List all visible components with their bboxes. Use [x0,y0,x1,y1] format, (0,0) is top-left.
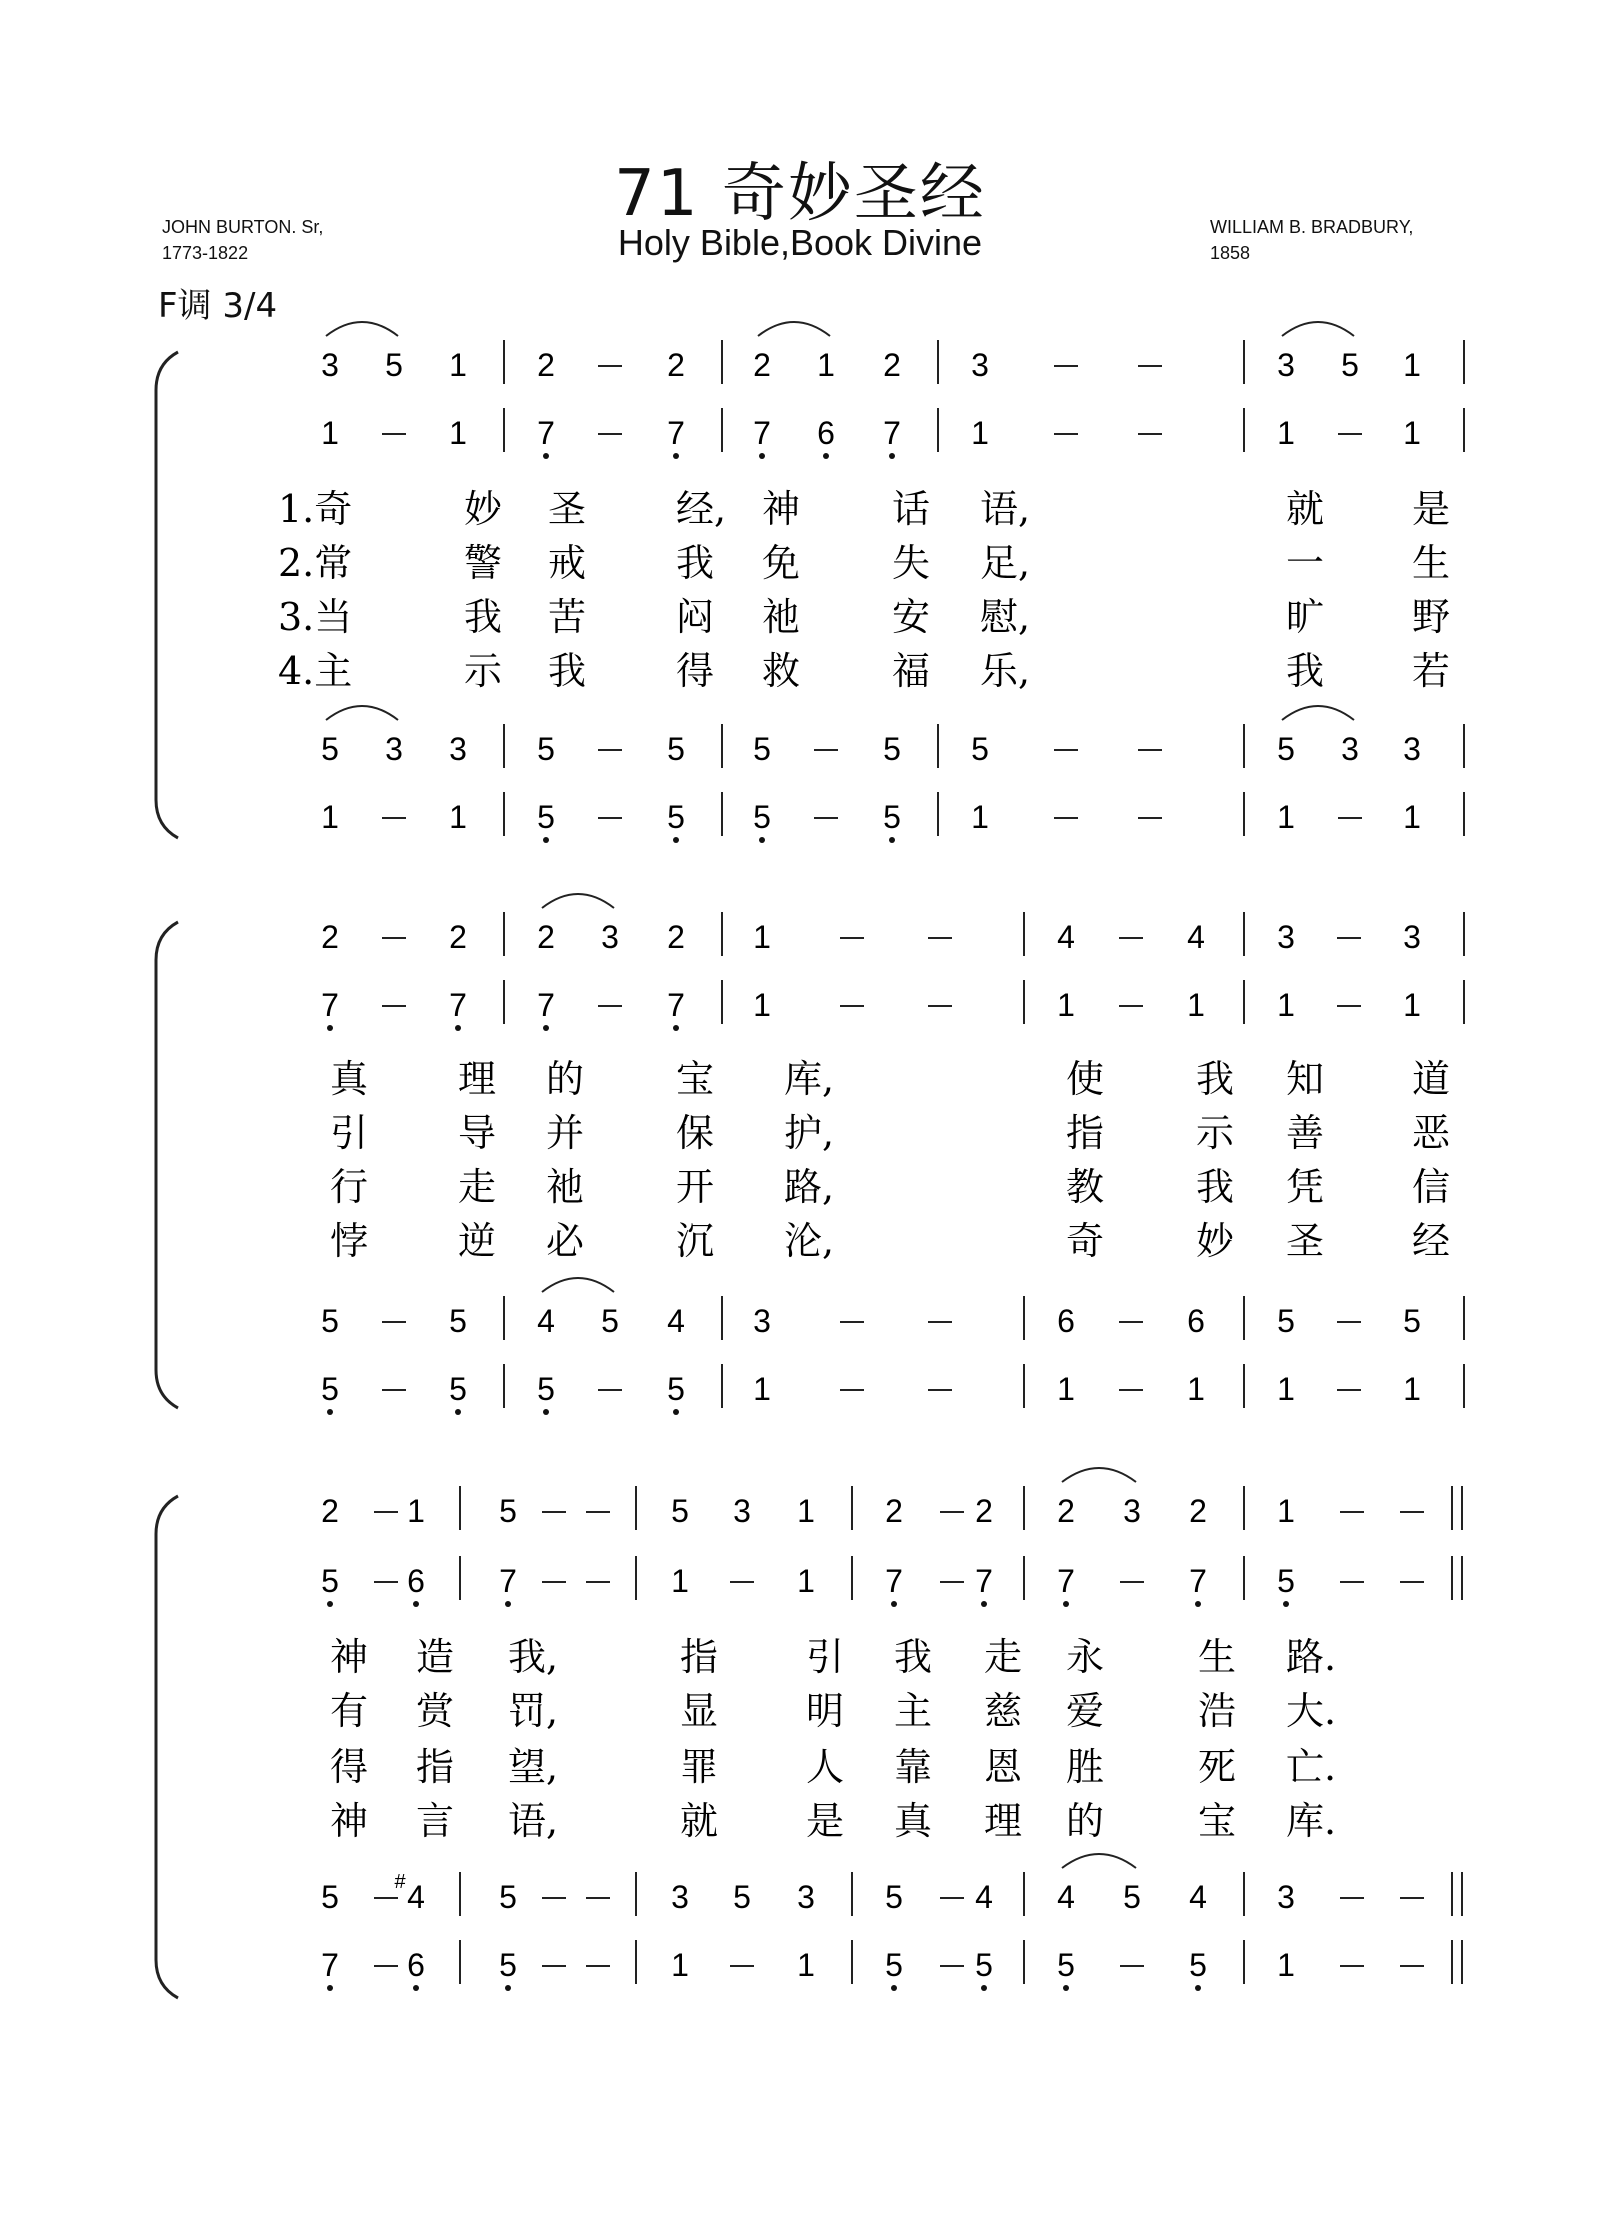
lyric-syllable: 凭 [1286,1165,1325,1209]
note: 6 [407,1563,425,1599]
note: 3 [1403,919,1421,955]
lyric-syllable: 永 [1066,1635,1105,1679]
octave-dot [1195,1601,1201,1607]
note: 3 [1277,347,1295,383]
note: 2 [321,1493,339,1529]
lyric-syllable: 宝 [676,1057,715,1101]
lyric-syllable: 知 [1286,1057,1325,1101]
slur [1062,1468,1136,1482]
note: 4 [667,1303,685,1339]
note: 3 [1341,731,1359,767]
lyric-syllable: 得 [330,1745,369,1789]
note: 7 [449,987,467,1023]
lyric-syllable: 言 [416,1799,455,1843]
note: 3 [1277,919,1295,955]
note: 5 [667,1371,685,1407]
lyric-syllable: 语, [980,487,1031,531]
lyric-syllable: 引 [806,1635,845,1679]
note: 1 [1277,799,1295,835]
note: 5 [667,799,685,835]
lyric-syllable: 乐, [980,649,1031,693]
lyric-syllable: 祂 [762,595,801,639]
lyric-syllable: 1.奇 [278,487,353,531]
octave-dot [413,1601,419,1607]
slur [758,322,830,336]
note: 5 [1189,1947,1207,1983]
note: 5 [321,1371,339,1407]
lyric-syllable: 祂 [546,1165,585,1209]
octave-dot [543,1025,549,1031]
lyric-syllable: 引 [330,1111,369,1155]
lyric-syllable: 经, [676,487,727,531]
key-signature: F调 3/4 [158,286,278,326]
lyric-syllable: 库. [1286,1799,1337,1843]
note: 1 [671,1563,689,1599]
lyric-syllable: 我, [508,1635,559,1679]
lyric-syllable: 沦, [784,1219,835,1263]
octave-dot [327,1025,333,1031]
lyric-syllable: 示 [1196,1111,1235,1155]
note: 5 [499,1947,517,1983]
lyric-syllable: 旷 [1286,595,1325,639]
note: 1 [1187,987,1205,1023]
lyric-syllable: 是 [1412,487,1451,531]
lyric-syllable: 造 [416,1635,455,1679]
lyric-syllable: 经 [1412,1219,1451,1263]
lyric-syllable: 悖 [330,1219,369,1263]
note: 1 [449,347,467,383]
lyric-syllable: 导 [458,1111,497,1155]
note: 7 [1189,1563,1207,1599]
note: 5 [1277,1563,1295,1599]
lyric-syllable: 路. [1286,1635,1337,1679]
lyric-syllable: 妙 [1196,1219,1235,1263]
slur [542,894,614,908]
note: 2 [449,919,467,955]
note: 5 [449,1371,467,1407]
lyric-syllable: 赏 [416,1689,455,1733]
note: 4 [975,1879,993,1915]
note: 5 [975,1947,993,1983]
lyric-syllable: 慰, [980,595,1031,639]
octave-dot [413,1985,419,1991]
note: 2 [753,347,771,383]
octave-dot [891,1601,897,1607]
note: 2 [321,919,339,955]
note: 2 [537,919,555,955]
note: 1 [753,1371,771,1407]
slur [326,706,398,720]
lyricist-name: JOHN BURTON. Sr, [162,217,324,237]
note: 1 [797,1947,815,1983]
octave-dot [673,837,679,843]
lyric-syllable: 并 [546,1111,585,1155]
lyric-syllable: 我 [676,541,715,585]
note: 3 [321,347,339,383]
note: 1 [1403,415,1421,451]
note: 5 [883,799,901,835]
note: 1 [321,415,339,451]
octave-dot [505,1985,511,1991]
lyric-syllable: 行 [330,1165,369,1209]
note: 5 [499,1879,517,1915]
note: 4 [537,1303,555,1339]
slur [1282,322,1354,336]
note: 1 [1187,1371,1205,1407]
note: 3 [971,347,989,383]
note: 1 [1277,1947,1295,1983]
note: 3 [1123,1493,1141,1529]
lyric-syllable: 理 [458,1057,497,1101]
lyric-syllable: 使 [1066,1057,1105,1101]
note: 5 [671,1493,689,1529]
hymn-subtitle: Holy Bible,Book Divine [617,222,983,263]
note: 2 [537,347,555,383]
note: 5 [1057,1947,1075,1983]
note: 1 [797,1563,815,1599]
lyric-syllable: 显 [680,1689,719,1733]
note: 4 [1189,1879,1207,1915]
lyric-syllable: 福 [892,649,931,693]
lyric-syllable: 保 [676,1111,715,1155]
note: 5 [1277,1303,1295,1339]
note: 2 [1189,1493,1207,1529]
lyric-syllable: 我 [1286,649,1325,693]
note: 3 [1277,1879,1295,1915]
slur [1062,1854,1136,1868]
note: 7 [975,1563,993,1599]
note: 5 [385,347,403,383]
lyric-syllable: 就 [1286,487,1325,531]
lyric-syllable: 话 [892,487,931,531]
lyric-syllable: 救 [762,649,801,693]
lyric-syllable: 道 [1412,1057,1451,1101]
note: 5 [753,731,771,767]
lyric-syllable: 的 [546,1057,585,1101]
composer-name: WILLIAM B. BRADBURY, [1210,217,1414,237]
lyric-syllable: 若 [1412,649,1451,693]
note: 1 [1277,415,1295,451]
lyric-syllable: 语, [508,1799,559,1843]
note: 1 [1403,1371,1421,1407]
lyric-syllable: 生 [1198,1635,1237,1679]
note: 6 [1187,1303,1205,1339]
note: 1 [1057,1371,1075,1407]
lyric-syllable: 逆 [458,1219,497,1263]
lyric-syllable: 教 [1066,1165,1105,1209]
octave-dot [543,1409,549,1415]
note: 1 [971,415,989,451]
lyric-syllable: 护, [784,1111,835,1155]
octave-dot [327,1409,333,1415]
system-brace [156,1496,178,1998]
lyric-syllable: 沉 [676,1219,715,1263]
octave-dot [673,1409,679,1415]
octave-dot [455,1409,461,1415]
note: 1 [797,1493,815,1529]
octave-dot [543,837,549,843]
octave-dot [673,1025,679,1031]
note: 1 [1277,1493,1295,1529]
note: 5 [321,1879,339,1915]
octave-dot [889,453,895,459]
octave-dot [543,453,549,459]
note: 3 [1403,731,1421,767]
lyric-syllable: 库, [784,1057,835,1101]
lyric-syllable: 3.当 [278,595,353,639]
lyric-syllable: 免 [762,541,801,585]
note: 2 [667,347,685,383]
slur [542,1278,614,1292]
lyric-syllable: 神 [762,487,801,531]
note: 7 [321,1947,339,1983]
octave-dot [1283,1601,1289,1607]
note: 3 [671,1879,689,1915]
note: 5 [753,799,771,835]
note: 1 [1277,987,1295,1023]
note: 1 [1403,347,1421,383]
note: 1 [407,1493,425,1529]
note: 7 [1057,1563,1075,1599]
system-brace [156,922,178,1408]
note: 5 [971,731,989,767]
lyric-syllable: 足, [980,541,1031,585]
lyric-syllable: 走 [458,1165,497,1209]
note: 3 [601,919,619,955]
lyric-syllable: 胜 [1066,1745,1105,1789]
lyric-syllable: 指 [416,1745,455,1789]
octave-dot [891,1985,897,1991]
octave-dot [673,453,679,459]
lyric-syllable: 明 [806,1689,845,1733]
note: 1 [449,415,467,451]
note: 4 [1057,919,1075,955]
lyric-syllable: 恶 [1412,1111,1451,1155]
lyric-syllable: 圣 [548,487,587,531]
lyric-syllable: 慈 [984,1689,1023,1733]
note: 5 [537,799,555,835]
note: 1 [321,799,339,835]
octave-dot [505,1601,511,1607]
note: 2 [1057,1493,1075,1529]
lyric-syllable: 理 [984,1799,1023,1843]
sharp-sign: # [394,1871,406,1893]
note: 7 [883,415,901,451]
note: 4 [407,1879,425,1915]
lyric-syllable: 闷 [676,595,715,639]
note: 2 [667,919,685,955]
lyric-syllable: 圣 [1286,1219,1325,1263]
lyric-syllable: 野 [1412,595,1451,639]
lyric-syllable: 开 [676,1165,715,1209]
note: 6 [1057,1303,1075,1339]
note: 3 [797,1879,815,1915]
lyric-syllable: 靠 [894,1745,933,1789]
note: 6 [817,415,835,451]
lyric-syllable: 失 [892,541,931,585]
note: 1 [971,799,989,835]
lyric-syllable: 警 [464,541,503,585]
note: 5 [1277,731,1295,767]
note: 1 [817,347,835,383]
note: 3 [449,731,467,767]
note: 7 [753,415,771,451]
lyric-syllable: 奇 [1066,1219,1105,1263]
lyric-syllable: 得 [676,649,715,693]
system-brace [156,352,178,838]
note: 5 [537,731,555,767]
note: 1 [1057,987,1075,1023]
note: 7 [321,987,339,1023]
lyric-syllable: 爱 [1066,1689,1105,1733]
octave-dot [889,837,895,843]
note: 5 [601,1303,619,1339]
octave-dot [981,1985,987,1991]
lyric-syllable: 大. [1286,1689,1337,1733]
lyric-syllable: 真 [330,1057,369,1101]
note: 3 [733,1493,751,1529]
lyric-syllable: 一 [1286,541,1325,585]
note: 2 [885,1493,903,1529]
note: 7 [885,1563,903,1599]
note: 5 [733,1879,751,1915]
note: 5 [449,1303,467,1339]
octave-dot [759,837,765,843]
note: 1 [449,799,467,835]
lyric-syllable: 我 [548,649,587,693]
lyric-syllable: 神 [330,1635,369,1679]
lyric-syllable: 走 [984,1635,1023,1679]
octave-dot [1195,1985,1201,1991]
lyric-syllable: 是 [806,1799,845,1843]
lyric-syllable: 亡. [1286,1745,1337,1789]
lyric-syllable: 示 [464,649,503,693]
note: 5 [1403,1303,1421,1339]
lyric-syllable: 我 [1196,1057,1235,1101]
note: 5 [885,1879,903,1915]
note: 5 [885,1947,903,1983]
lyric-syllable: 我 [1196,1165,1235,1209]
lyricist-years: 1773-1822 [162,243,249,263]
note: 1 [1403,799,1421,835]
lyric-syllable: 望, [508,1745,559,1789]
note: 4 [1187,919,1205,955]
lyric-syllable: 安 [892,595,931,639]
lyric-syllable: 有 [330,1689,369,1733]
lyric-syllable: 就 [680,1799,719,1843]
lyric-syllable: 死 [1198,1745,1237,1789]
lyric-syllable: 的 [1066,1799,1105,1843]
note: 5 [321,731,339,767]
octave-dot [981,1601,987,1607]
lyric-syllable: 2.常 [278,541,353,585]
note: 1 [1277,1371,1295,1407]
note: 7 [537,987,555,1023]
slur [1282,706,1354,720]
octave-dot [1063,1601,1069,1607]
note: 7 [499,1563,517,1599]
lyric-syllable: 妙 [464,487,503,531]
note: 7 [537,415,555,451]
lyric-syllable: 我 [464,595,503,639]
lyric-syllable: 我 [894,1635,933,1679]
note: 5 [499,1493,517,1529]
lyric-syllable: 罚, [508,1689,559,1733]
note: 1 [753,919,771,955]
lyric-syllable: 善 [1286,1111,1325,1155]
note: 4 [1057,1879,1075,1915]
note: 1 [753,987,771,1023]
note: 2 [883,347,901,383]
note: 5 [667,731,685,767]
note: 5 [321,1563,339,1599]
octave-dot [455,1025,461,1031]
lyric-syllable: 信 [1412,1165,1451,1209]
lyric-syllable: 宝 [1198,1799,1237,1843]
lyric-syllable: 指 [680,1635,719,1679]
note: 6 [407,1947,425,1983]
lyric-syllable: 苦 [548,595,587,639]
note: 5 [537,1371,555,1407]
note: 2 [975,1493,993,1529]
lyric-syllable: 神 [330,1799,369,1843]
octave-dot [823,453,829,459]
octave-dot [327,1985,333,1991]
composer-year: 1858 [1210,243,1251,263]
lyric-syllable: 戒 [548,541,587,585]
note: 5 [321,1303,339,1339]
slur [326,322,398,336]
lyric-syllable: 4.主 [278,649,353,693]
octave-dot [1063,1985,1069,1991]
octave-dot [759,453,765,459]
note: 1 [671,1947,689,1983]
note: 3 [753,1303,771,1339]
note: 5 [1123,1879,1141,1915]
lyric-syllable: 人 [806,1745,845,1789]
hymn-title: 71 奇妙圣经 [614,157,986,231]
octave-dot [327,1601,333,1607]
lyric-syllable: 浩 [1198,1689,1237,1733]
note: 3 [385,731,403,767]
lyric-syllable: 真 [894,1799,933,1843]
lyric-syllable: 指 [1066,1111,1105,1155]
lyric-syllable: 必 [546,1219,585,1263]
note: 5 [883,731,901,767]
note: 7 [667,987,685,1023]
note: 1 [1403,987,1421,1023]
lyric-syllable: 主 [894,1689,933,1733]
lyric-syllable: 罪 [680,1745,719,1789]
note: 7 [667,415,685,451]
note: 5 [1341,347,1359,383]
lyric-syllable: 路, [784,1165,835,1209]
lyric-syllable: 恩 [984,1745,1023,1789]
lyric-syllable: 生 [1412,541,1451,585]
